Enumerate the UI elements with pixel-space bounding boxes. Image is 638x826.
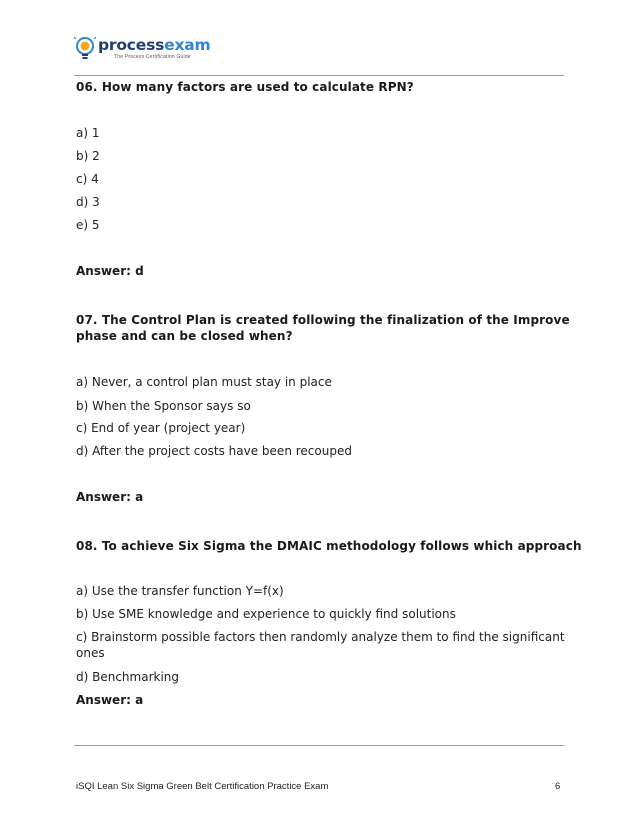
question-08-option-c: c) Brainstorm possible factors then randomly analyze them to find the significant <box>76 630 565 644</box>
question-08-option-c-continued: ones <box>76 646 105 660</box>
question-08-option-b: b) Use SME knowledge and experience to quickly find solutions <box>76 607 456 621</box>
question-06-option-b: b) 2 <box>76 149 100 163</box>
question-06-option-c: c) 4 <box>76 172 99 186</box>
header-divider <box>74 75 564 76</box>
question-06-option-e: e) 5 <box>76 218 100 232</box>
question-08-option-d: d) Benchmarking <box>76 670 180 684</box>
question-07-title-line2: phase and can be closed when? <box>76 329 293 343</box>
page-number: 6 <box>555 781 561 792</box>
footer-divider <box>74 745 564 746</box>
question-06-option-d: d) 3 <box>76 195 100 209</box>
question-08-title: 08. To achieve Six Sigma the DMAIC methodology follows which approach <box>76 539 582 553</box>
question-07-title-line1: 07. The Control Plan is created following the finalization of the Improve <box>76 313 570 327</box>
lightbulb-icon <box>74 36 98 62</box>
question-07-answer: Answer: a <box>76 490 144 504</box>
question-06-option-a: a) 1 <box>76 126 100 140</box>
logo-wordmark: processexam <box>98 36 211 54</box>
question-08-answer: Answer: a <box>76 693 144 707</box>
logo-tagline: The Process Certification Guide <box>114 54 191 60</box>
question-06-title: 06. How many factors are used to calculate RPN? <box>76 80 414 94</box>
processexam-logo <box>74 36 211 66</box>
question-07-option-b: b) When the Sponsor says so <box>76 399 251 413</box>
question-07-option-a: a) Never, a control plan must stay in place <box>76 375 332 389</box>
question-08-option-a: a) Use the transfer function Y=f(x) <box>76 584 284 598</box>
question-07-option-c: c) End of year (project year) <box>76 421 246 435</box>
question-06-answer: Answer: d <box>76 264 144 278</box>
question-07-option-d: d) After the project costs have been recouped <box>76 444 352 458</box>
footer-title: iSQI Lean Six Sigma Green Belt Certification Practice Exam <box>76 781 329 792</box>
